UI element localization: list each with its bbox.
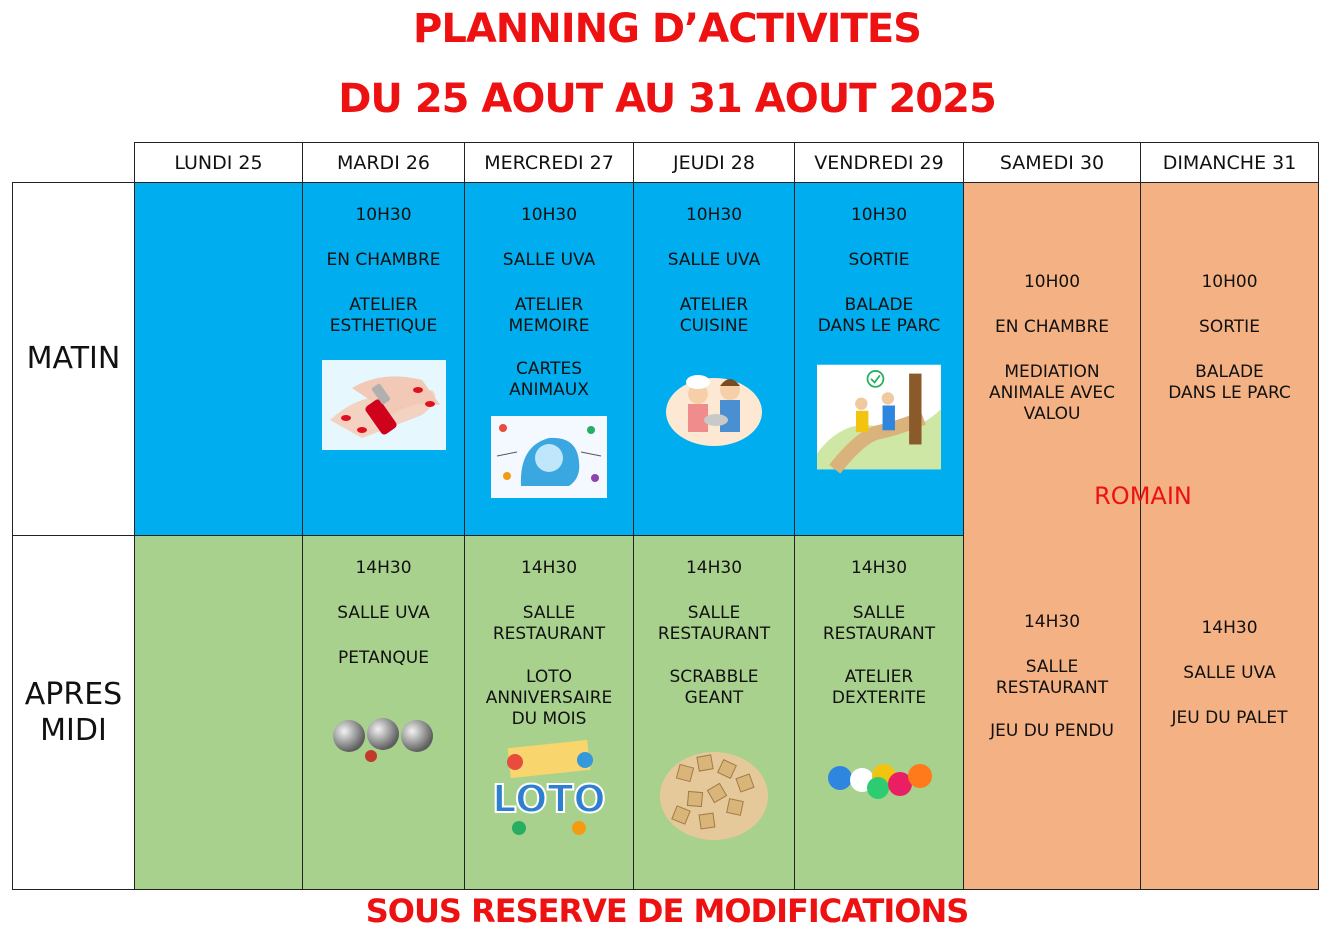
- slot-dimanche-apres-midi-content: [1140, 596, 1319, 753]
- slot-place: EN CHAMBRE: [994, 317, 1110, 337]
- slot-place: SORTIE: [1199, 317, 1260, 337]
- slot-samedi-matin-content: [963, 250, 1141, 449]
- nail-polish-illustration: [322, 357, 446, 453]
- footer-disclaimer: SOUS RESERVE DE MODIFICATIONS: [365, 892, 969, 930]
- slot-time: 14H30: [1023, 612, 1081, 632]
- slot-time: 14H30: [850, 558, 908, 578]
- slot-lundi-matin-empty: [134, 182, 303, 536]
- slot-time: 10H30: [520, 205, 578, 225]
- slot-place: SALLE UVA: [337, 603, 430, 623]
- day-header-mardi: MARDI 26: [302, 142, 465, 183]
- slot-activity: SCRABBLE GEANT: [669, 667, 759, 708]
- day-header-lundi: LUNDI 25: [134, 142, 303, 183]
- slot-mardi-matin: [302, 182, 465, 536]
- slot-activity: BALADE DANS LE PARC: [817, 295, 941, 336]
- slot-time: 14H30: [1201, 618, 1258, 638]
- slot-place: SALLE RESTAURANT: [492, 603, 606, 644]
- slot-time: 10H00: [1201, 272, 1258, 292]
- slot-jeudi-matin: [633, 182, 795, 536]
- slot-vendredi-apres-midi: [794, 535, 964, 890]
- day-header-jeudi: JEUDI 28: [633, 142, 795, 183]
- slot-place: SALLE UVA: [1183, 663, 1276, 683]
- scrabble-tiles-illustration: [652, 735, 776, 845]
- slot-activity: BALADE DANS LE PARC: [1168, 362, 1291, 403]
- slot-activity-extra: CARTES ANIMAUX: [509, 359, 589, 400]
- slot-place: SALLE UVA: [667, 250, 761, 270]
- park-walk-illustration: [817, 357, 941, 477]
- slot-vendredi-matin: [794, 182, 964, 536]
- day-header-mercredi: MERCREDI 27: [464, 142, 634, 183]
- slot-place: SALLE RESTAURANT: [995, 657, 1109, 698]
- slot-dimanche-matin-content: [1140, 250, 1319, 428]
- slot-mercredi-matin: [464, 182, 634, 536]
- loto-logo-illustration: [487, 740, 611, 840]
- slot-place: SORTIE: [848, 250, 910, 270]
- weekend-staff-name: ROMAIN: [1094, 482, 1192, 510]
- brain-memory-illustration: [487, 409, 611, 505]
- svg-text:LOTO: LOTO: [492, 777, 606, 821]
- slot-place: SALLE RESTAURANT: [657, 603, 771, 644]
- slot-time: 10H30: [685, 205, 743, 225]
- row-label-apres-midi-text: APRES MIDI: [24, 676, 123, 748]
- cooking-kids-illustration: [652, 357, 776, 453]
- slot-activity: ATELIER CUISINE: [679, 295, 749, 336]
- day-header-dimanche: DIMANCHE 31: [1140, 142, 1319, 183]
- row-label-apres-midi: [12, 535, 135, 890]
- slot-activity: LOTO ANNIVERSAIRE DU MOIS: [485, 667, 613, 729]
- slot-activity: ATELIER ESTHETIQUE: [329, 295, 438, 336]
- slot-activity: JEU DU PALET: [1171, 708, 1288, 728]
- slot-time: 14H30: [685, 558, 743, 578]
- slot-activity: MEDIATION ANIMALE AVEC VALOU: [988, 362, 1116, 424]
- slot-place: SALLE UVA: [502, 250, 596, 270]
- day-header-samedi: SAMEDI 30: [963, 142, 1141, 183]
- slot-activity: PETANQUE: [338, 648, 429, 668]
- slot-jeudi-apres-midi: [633, 535, 795, 890]
- slot-activity: ATELIER MEMOIRE: [508, 295, 590, 336]
- page-subtitle-dates: DU 25 AOUT AU 31 AOUT 2025: [338, 76, 996, 122]
- slot-place: EN CHAMBRE: [326, 250, 441, 270]
- slot-activity: ATELIER DEXTERITE: [831, 667, 927, 708]
- slot-activity: JEU DU PENDU: [990, 721, 1114, 741]
- slot-mardi-apres-midi: [302, 535, 465, 890]
- slot-time: 10H30: [850, 205, 908, 225]
- row-label-matin: MATIN: [12, 182, 135, 536]
- slot-time: 10H00: [1023, 272, 1081, 292]
- slot-time: 10H30: [355, 205, 412, 225]
- petanque-balls-illustration: [322, 705, 446, 775]
- page-title: PLANNING D’ACTIVITES: [413, 6, 921, 52]
- slot-mercredi-apres-midi: [464, 535, 634, 890]
- slot-time: 14H30: [355, 558, 412, 578]
- slot-samedi-apres-midi-content: [963, 590, 1141, 766]
- slot-time: 14H30: [520, 558, 578, 578]
- slot-lundi-apres-midi-empty: [134, 535, 303, 890]
- slot-place: SALLE RESTAURANT: [822, 603, 936, 644]
- colored-balls-illustration: [817, 749, 941, 809]
- day-header-vendredi: VENDREDI 29: [794, 142, 964, 183]
